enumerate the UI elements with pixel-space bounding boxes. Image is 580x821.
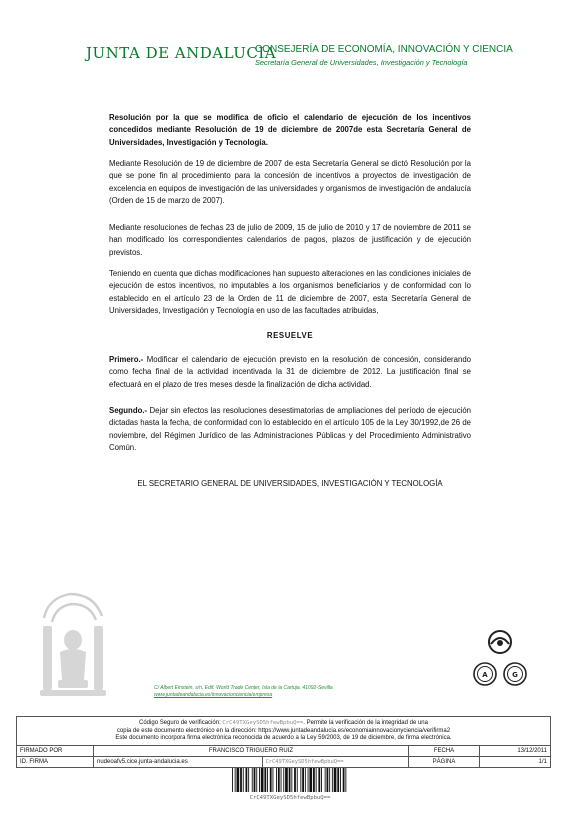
firmado-value: FRANCISCO TRIGUERO RUIZ xyxy=(94,745,409,756)
footer-website-link[interactable]: www.juntadeandalucia.es/innovacionciencia/empresa xyxy=(154,692,273,698)
fecha-label: FECHA xyxy=(409,745,480,756)
electronic-signature-notice: Este documento incorpora firma electrónica reconocida de acuerdo a la Ley 59/2003, de 19 de diciembre, de firma electrónica. xyxy=(115,735,452,742)
andalucia-emblem-icon xyxy=(38,588,108,700)
csv-code: CrC49TXGeySD5hfewBpbuQ== xyxy=(222,720,304,726)
subdepartment-name: Secretaría General de Universidades, Investigación y Tecnología xyxy=(255,58,468,67)
csv-prefix: Código Seguro de verificación: xyxy=(139,720,221,726)
signer-title: EL SECRETARIO GENERAL DE UNIVERSIDADES, INVESTIGACIÓN Y TECNOLOGÍA xyxy=(137,479,443,488)
id-firma-label: ID. FIRMA xyxy=(17,756,94,767)
junta-de-andalucia-logo: JUNTA DE ANDALUCIA xyxy=(86,44,277,62)
primero-label: Primero.- xyxy=(109,355,144,364)
table-row xyxy=(17,756,550,767)
paragraph-1: Mediante Resolución de 19 de diciembre de 2007 de esta Secretaría General se dictó Resolución por la que se pone fin al procedimiento para la concesión de incentivos a proyectos de investigación de excelencia en equipos de investigación de las universidades y organismos de investigación de andalucía (Orden de 15 de marzo de 2007). xyxy=(109,159,471,205)
barcode-text: CrC49TXGeySD5hfewBpbuQ== xyxy=(249,795,331,801)
footer-address: C/ Albert Einstein, s/n, Edif. World Trade Center, Isla de la Cartuja. 41092-Sevilla xyxy=(154,685,333,691)
quality-certification-icon xyxy=(470,626,530,696)
primero-text: Modificar el calendario de ejecución previsto en la resolución de concesión, considerando como fecha final de la actividad incentivada la 31 de diciembre de 2012. La justificación final se efectuará en el plazo de tres meses desde la finalización de dicha actividad. xyxy=(109,355,471,389)
table-row xyxy=(17,745,550,756)
segundo-paragraph xyxy=(109,405,471,454)
csv-suffix: . Permite la verificación de la integridad de una xyxy=(303,720,428,726)
paragraph-3: Teniendo en cuenta que dichas modificaciones han supuesto alteraciones en las condiciones iniciales de ejecución de estos incentivos, no imputables a los organismos beneficiarios y de conformidad con lo establecido en el artículo 23 de la Orden de 11 de diciembre de 2007, esta Secretaría General de Universidades, Investigación y Tecnología en uso de las facultades atribuidas, xyxy=(109,269,471,315)
pagina-label: PÁGINA xyxy=(409,756,480,767)
pagina-value: 1/1 xyxy=(480,756,551,767)
svg-text:G: G xyxy=(512,671,518,679)
segundo-text: Dejar sin efectos las resoluciones desestimatorias de ampliaciones del período de ejecución dictadas hasta la fecha, de conformidad con lo establecido en el artículo 105 de la Ley 30/1992,de 26 de noviembre, del Régimen Jurídico de las Administraciones Públicas y del Procedimiento Administrativo Común. xyxy=(109,406,471,452)
paragraph-2: Mediante resoluciones de fechas 23 de julio de 2009, 15 de julio de 2010 y 17 de noviembre de 2011 se han modificado los correspondientes calendarios de pagos, plazos de justificación y de ejecución previstos. xyxy=(109,223,471,257)
id-firma-value: nudeoafv5.cice.junta-andalucia.es xyxy=(94,756,263,767)
verification-text xyxy=(17,717,550,745)
fecha-value: 13/12/2011 xyxy=(480,745,551,756)
resolution-title: Resolución por la que se modifica de oficio el calendario de ejecución de los incentivos concedidos mediante Resolución de 19 de diciembre de 2007de esta Secretaría General de Universidades, Investigación y Tecnología. xyxy=(109,113,471,147)
verification-url-text: copia de este documento electrónico en la dirección: https://www.juntadeandalucia.es/economiainnovacionyciencia/verifirma2 xyxy=(116,727,451,734)
primero-paragraph xyxy=(109,354,471,391)
segundo-label: Segundo.- xyxy=(109,406,148,415)
signature-verification-box xyxy=(16,716,551,768)
barcode-icon xyxy=(232,768,348,792)
department-name: CONSEJERÍA DE ECONOMÍA, INNOVACIÓN Y CIENCIA xyxy=(255,44,513,55)
firmado-label: FIRMADO POR xyxy=(17,745,94,756)
id-firma-code: CrC49TXGeySD5hfewBpbuQ== xyxy=(262,756,408,767)
resuelve-heading: RESUELVE xyxy=(266,331,314,340)
svg-text:A: A xyxy=(482,671,488,679)
signature-table xyxy=(17,745,550,767)
